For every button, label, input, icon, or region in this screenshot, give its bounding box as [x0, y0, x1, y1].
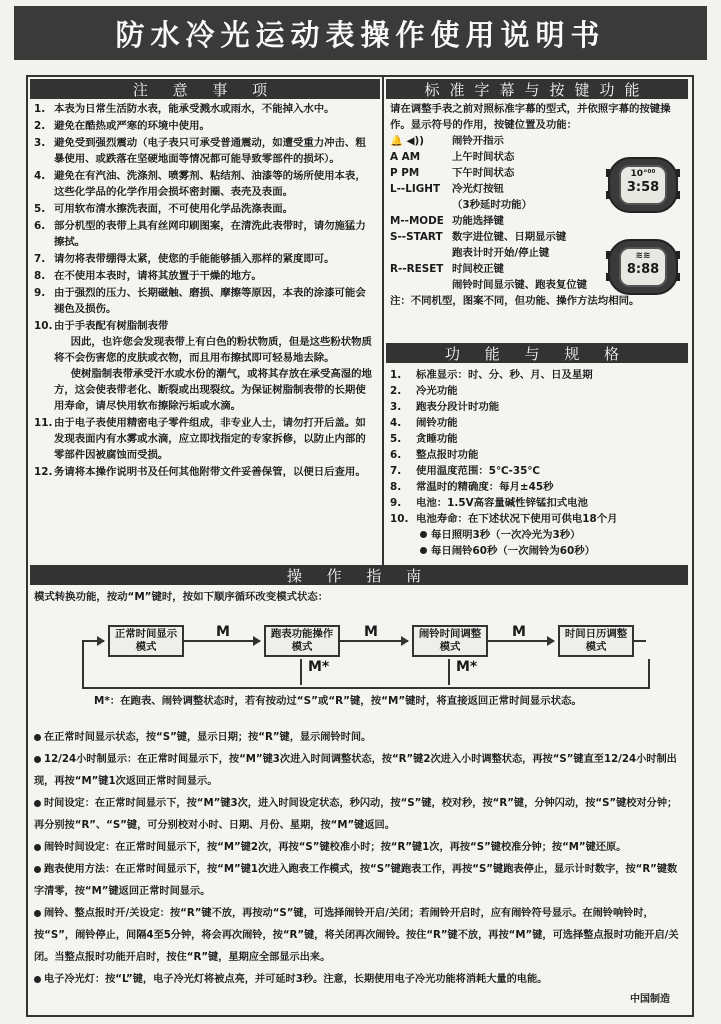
function-item-text: 贪睡功能 — [416, 433, 458, 445]
bullet-dot-icon — [34, 800, 41, 807]
symbol-value: 功能选择键 — [452, 215, 504, 227]
operation-item — [34, 859, 686, 903]
notice-item-number: 9. — [34, 287, 46, 299]
flow-label-mstar-2: M* — [456, 659, 478, 675]
notice-item-text: 由于强烈的压力、长期磁触、磨损、摩擦等原因，本表的涂漆可能会褪色及损伤。 — [54, 287, 366, 315]
operation-item — [34, 903, 686, 969]
function-item — [390, 495, 688, 511]
symbol-value: （3秒延时功能） — [452, 199, 532, 211]
notice-item-body — [54, 118, 376, 134]
function-item-text: 整点报时功能 — [416, 449, 479, 461]
standard-heading: 标准字幕与按键功能 — [386, 79, 688, 99]
notice-item-number: 12. — [34, 466, 53, 478]
notice-item — [34, 135, 376, 167]
symbol-key — [390, 197, 452, 213]
operation-item — [34, 793, 686, 837]
watch-button-s — [676, 191, 680, 199]
notice-item-number: 11. — [34, 417, 53, 429]
notice-item-number: 8. — [34, 270, 46, 282]
watch-illustration-1 — [608, 157, 678, 213]
watch-face-2-top: ≋≋ — [635, 251, 651, 261]
battery-bullet-text: 每日照明3秒（一次冷光为3秒） — [431, 529, 581, 541]
notice-item-paragraph: 因此，也许您会发现表带上有白色的粉状物质，但是这些粉状物质将不会伤害您的皮肤或衣物，而且用布擦拭即可轻易地去除。 — [54, 336, 372, 364]
function-item-number: 8. — [390, 481, 402, 493]
notice-item — [34, 168, 376, 200]
function-item-text: 电池：1.5V高容量碱性锌锰扣式电池 — [416, 497, 588, 509]
functions-section — [390, 367, 688, 559]
function-item — [390, 415, 688, 431]
notice-item — [34, 201, 376, 217]
notice-item-body — [54, 101, 376, 117]
notice-item-text: 务请将本操作说明书及任何其他附带文件妥善保管，以便日后查用。 — [54, 466, 366, 478]
watch2-button-r — [676, 251, 680, 259]
symbol-key: M--MODE — [390, 215, 444, 227]
bullet-dot-icon — [34, 844, 41, 851]
watch-button-m — [606, 191, 610, 199]
operation-item-text: 电子冷光灯：按“L”键，电子冷光灯将被点亮，并可延时3秒。注意，长期使用电子冷光功能将消耗大量的电能。 — [44, 974, 548, 985]
function-item-text: 常温时的精确度：每月±45秒 — [416, 481, 554, 493]
notice-item — [34, 218, 376, 250]
flow-mstar-1-line — [300, 659, 302, 685]
notice-item-body — [54, 201, 376, 217]
notice-item-number: 2. — [34, 120, 46, 132]
flow-loop-arrow — [82, 640, 104, 642]
battery-bullets — [390, 527, 688, 559]
function-list — [390, 367, 688, 527]
function-item-text: 冷光功能 — [416, 385, 458, 397]
function-item — [390, 431, 688, 447]
notice-item — [34, 251, 376, 267]
symbol-value: 跑表计时开始/停止键 — [452, 247, 550, 259]
battery-bullet — [390, 527, 688, 543]
notice-item-text: 避免在酷热或严寒的环境中使用。 — [54, 120, 210, 132]
notice-item-paragraph: 使树脂制表带承受汗水或水份的潮气，或将其存放在承受高湿的地方，这会使表带老化、断裂或出现裂纹。为保证树脂制表带的长期使用寿命，请尽快用软布擦除污垢或水滴。 — [54, 368, 372, 412]
function-item-number: 5. — [390, 433, 402, 445]
function-item-number: 1. — [390, 369, 402, 381]
watch2-button-m — [606, 273, 610, 281]
battery-bullet-text: 每日闹铃60秒（一次闹铃为60秒） — [431, 545, 595, 557]
notice-item-number: 6. — [34, 220, 46, 232]
symbol-key: 🔔 ◀)) — [390, 135, 425, 147]
flow-mstar-2-line — [448, 659, 450, 685]
symbol-key: S--START — [390, 231, 443, 243]
notice-item-number: 4. — [34, 170, 46, 182]
notice-item — [34, 101, 376, 117]
flow-arrow-2 — [340, 640, 408, 642]
notice-heading: 注 意 事 项 — [30, 79, 380, 99]
flow-box-time-calendar: 时间日历调整模式 — [558, 625, 634, 657]
symbol-value: 冷光灯按钮 — [452, 183, 504, 195]
function-item-text: 跑表分段计时功能 — [416, 401, 500, 413]
operation-item-text: 12/24小时制显示：在正常时间显示下，按“M”键3次进入时间调整状态，按“R”键2次进入小时调整状态，再按“S”键直至12/24小时制出现，再按“M”键1次返回正常时间显示。 — [34, 754, 677, 787]
notice-item — [34, 415, 376, 463]
notice-item-body — [54, 251, 376, 267]
operation-item-text: 跑表使用方法：在正常时间显示下，按“M”键1次进入跑表工作模式，按“S”键跑表工作，再按“S”键跑表停止，显示计时数字，按“R”键数字清零，按“M”键返回正常时间显示。 — [34, 864, 678, 897]
watch-illustration-2 — [608, 239, 678, 295]
battery-bullet — [390, 543, 688, 559]
bullet-dot-icon — [420, 531, 427, 538]
function-item-number: 9. — [390, 497, 402, 509]
notice-item-body — [54, 318, 376, 414]
symbol-value: 闹铃开指示 — [452, 135, 504, 147]
flow-arrow-1 — [184, 640, 260, 642]
symbol-key: L--LIGHT — [390, 183, 441, 195]
function-item — [390, 383, 688, 399]
symbol-value: 上午时间状态 — [452, 151, 515, 163]
notice-item-text: 在不使用本表时，请将其放置于干燥的地方。 — [54, 270, 262, 282]
function-item-text: 闹铃功能 — [416, 417, 458, 429]
notice-item-body — [54, 268, 376, 284]
function-item — [390, 463, 688, 479]
notice-item-body — [54, 464, 376, 480]
operation-item — [34, 749, 686, 793]
operation-item-text: 闹铃时间设定：在正常时间显示下，按“M”键2次，再按“S”键校准小时；按“R”键1次，再按“S”键校准分钟；按“M”键还原。 — [44, 842, 627, 853]
notice-item — [34, 118, 376, 134]
functions-heading: 功 能 与 规 格 — [386, 343, 688, 363]
function-item-number: 2. — [390, 385, 402, 397]
operation-item — [34, 837, 686, 859]
notice-item-text: 避免受到强烈震动（电子表只可承受普通震动，如遭受重力冲击、粗暴使用、或跌落在坚硬地面等情况都可能导致零部件的损坏）。 — [54, 137, 366, 165]
notice-item-text: 可用软布清水擦洗表面，不可使用化学品洗涤表面。 — [54, 203, 293, 215]
operation-item — [34, 727, 686, 749]
mstar-note: M*：在跑表、闹铃调整状态时，若有按动过“S”或“R”键，按“M”键时，将直接返回正常时间显示状态。 — [94, 695, 582, 707]
watch-face-1-top: 10°⁰⁰ — [630, 169, 656, 179]
notice-item-text: 由于电子表使用精密电子零件组成，非专业人士，请勿打开后盖。如发现表面内有水雾或水滴，应立即找指定的专家拆修，以防止内部的零部件因被腐蚀而受损。 — [54, 417, 366, 461]
flow-label-m-2: M — [364, 624, 378, 640]
notice-item-text: 请勿将表带绷得太紧，使您的手能能够插入那样的紧度即可。 — [54, 253, 335, 265]
flow-label-m-1: M — [216, 624, 230, 640]
notice-item — [34, 464, 376, 480]
notice-item — [34, 268, 376, 284]
symbol-row — [390, 213, 688, 229]
operation-section — [34, 589, 686, 609]
flow-label-mstar-1: M* — [308, 659, 330, 675]
symbol-key: R--RESET — [390, 263, 444, 275]
operation-item-text: 在正常时间显示状态，按“S”键，显示日期；按“R”键，显示闹铃时间。 — [44, 732, 372, 743]
notice-item — [34, 285, 376, 317]
notice-item-text: 由于手表配有树脂制表带 — [54, 320, 169, 332]
mode-flow-diagram — [68, 625, 648, 689]
function-item-text: 标准显示：时、分、秒、月、日及星期 — [416, 369, 593, 381]
function-item-text: 电池寿命：在下述状况下使用可供电18个月 — [416, 513, 618, 525]
watch2-button-s — [676, 273, 680, 281]
operation-heading: 操 作 指 南 — [30, 565, 688, 585]
function-item — [390, 399, 688, 415]
bullet-dot-icon — [34, 756, 41, 763]
notice-item — [34, 318, 376, 414]
function-item-number: 10. — [390, 513, 409, 525]
notice-item-number: 3. — [34, 137, 46, 149]
watch-face-1-time: 3:58 — [626, 180, 660, 195]
operation-list — [34, 727, 686, 991]
function-item-number: 3. — [390, 401, 402, 413]
notice-item-text: 本表为日常生活防水表，能承受溅水或雨水，不能掉入水中。 — [54, 103, 335, 115]
symbol-value: 下午时间状态 — [452, 167, 515, 179]
notice-item-number: 10. — [34, 320, 53, 332]
standard-intro: 请在调整手表之前对照标准字幕的型式，并依照字幕的按键操作。显示符号的作用，按键位置及功能： — [390, 103, 671, 131]
function-item — [390, 511, 688, 527]
notice-item-body — [54, 135, 376, 167]
symbol-key: P PM — [390, 167, 420, 179]
notice-item-body — [54, 218, 376, 250]
notice-item-number: 5. — [34, 203, 46, 215]
operation-item-text: 时间设定：在正常时间显示下，按“M”键3次，进入时间设定状态，秒闪动，按“S”键，校对秒，按“R”键，分钟闪动，按“S”键校对分钟；再分别按“R”、“S”键，可分别校对小时、日期、月份、星期，按“M”键返回。 — [34, 798, 678, 831]
watch-button-l — [606, 169, 610, 177]
bullet-dot-icon — [34, 734, 41, 741]
flow-arrow-3 — [488, 640, 554, 642]
flow-loop-line — [82, 659, 650, 689]
symbol-value: 数字进位键、日期显示键 — [452, 231, 567, 243]
bullet-dot-icon — [420, 547, 427, 554]
notice-item-number: 1. — [34, 103, 46, 115]
watch-face-2-time: 8:88 — [626, 262, 660, 277]
symbol-key — [390, 245, 452, 261]
flow-box-stopwatch: 跑表功能操作模式 — [264, 625, 340, 657]
bullet-dot-icon — [34, 910, 41, 917]
function-item — [390, 447, 688, 463]
flow-label-m-3: M — [512, 624, 526, 640]
flow-box-normal-time: 正常时间显示模式 — [108, 625, 184, 657]
standard-note: 注：不同机型，图案不同，但功能、操作方法均相同。 — [390, 295, 640, 307]
flow-loop-right — [634, 640, 646, 642]
manual-frame — [26, 75, 694, 1017]
function-item-text: 使用温度范围：5℃-35℃ — [416, 465, 540, 477]
function-item — [390, 479, 688, 495]
notice-item-number: 7. — [34, 253, 46, 265]
mode-line: 模式转换功能，按动“M”键时，按如下顺序循环改变模式状态： — [34, 591, 329, 603]
watch2-button-l — [606, 251, 610, 259]
made-in-label: 中国制造 — [630, 994, 670, 1005]
watch-face-1 — [619, 165, 667, 205]
symbol-key — [390, 277, 452, 293]
watch-button-r — [676, 169, 680, 177]
operation-item — [34, 969, 686, 991]
operation-item-text: 闹铃、整点报时开/关设定：按“R”键不放，再按动“S”键，可选择闹铃开启/关闭；若闹铃开启时，应有闹铃符号显示。在闹铃响铃时，按“S”，闹铃停止，间隔4至5分钟，将会再次闹铃，按“R”键，将关闭再次闹铃。按住“R”键不放，再按“M”键，可选择整点报时功能开启/关闭。当整点报时功能开启时，按住“R”键，星期应全部显示出来。 — [34, 908, 679, 963]
bullet-dot-icon — [34, 976, 41, 983]
watch-face-2 — [619, 247, 667, 287]
notice-list — [34, 101, 376, 481]
notice-item-text: 避免在有汽油、洗涤剂、喷雾剂、粘结剂、油漆等的场所使用本表，这些化学品的化学作用会损坏密封圈、表壳及表面。 — [54, 170, 366, 198]
notice-item-text: 部分机型的表带上具有丝网印刷图案，在清洗此表带时，请勿施猛力擦拭。 — [54, 220, 366, 248]
function-item-number: 4. — [390, 417, 402, 429]
notice-item-body — [54, 285, 376, 317]
flow-box-alarm-adjust: 闹铃时间调整模式 — [412, 625, 488, 657]
notice-item-body — [54, 415, 376, 463]
notice-item-body — [54, 168, 376, 200]
symbol-key: A AM — [390, 151, 421, 163]
symbol-value: 闹铃时间显示键、跑表复位键 — [452, 279, 588, 291]
page-title: 防水冷光运动表操作使用说明书 — [14, 6, 707, 60]
symbol-row — [390, 133, 688, 149]
flow-loop-left — [82, 640, 84, 660]
function-item — [390, 367, 688, 383]
function-item-number: 7. — [390, 465, 402, 477]
bullet-dot-icon — [34, 866, 41, 873]
column-divider — [382, 77, 384, 565]
symbol-value: 时间校正键 — [452, 263, 504, 275]
function-item-number: 6. — [390, 449, 402, 461]
